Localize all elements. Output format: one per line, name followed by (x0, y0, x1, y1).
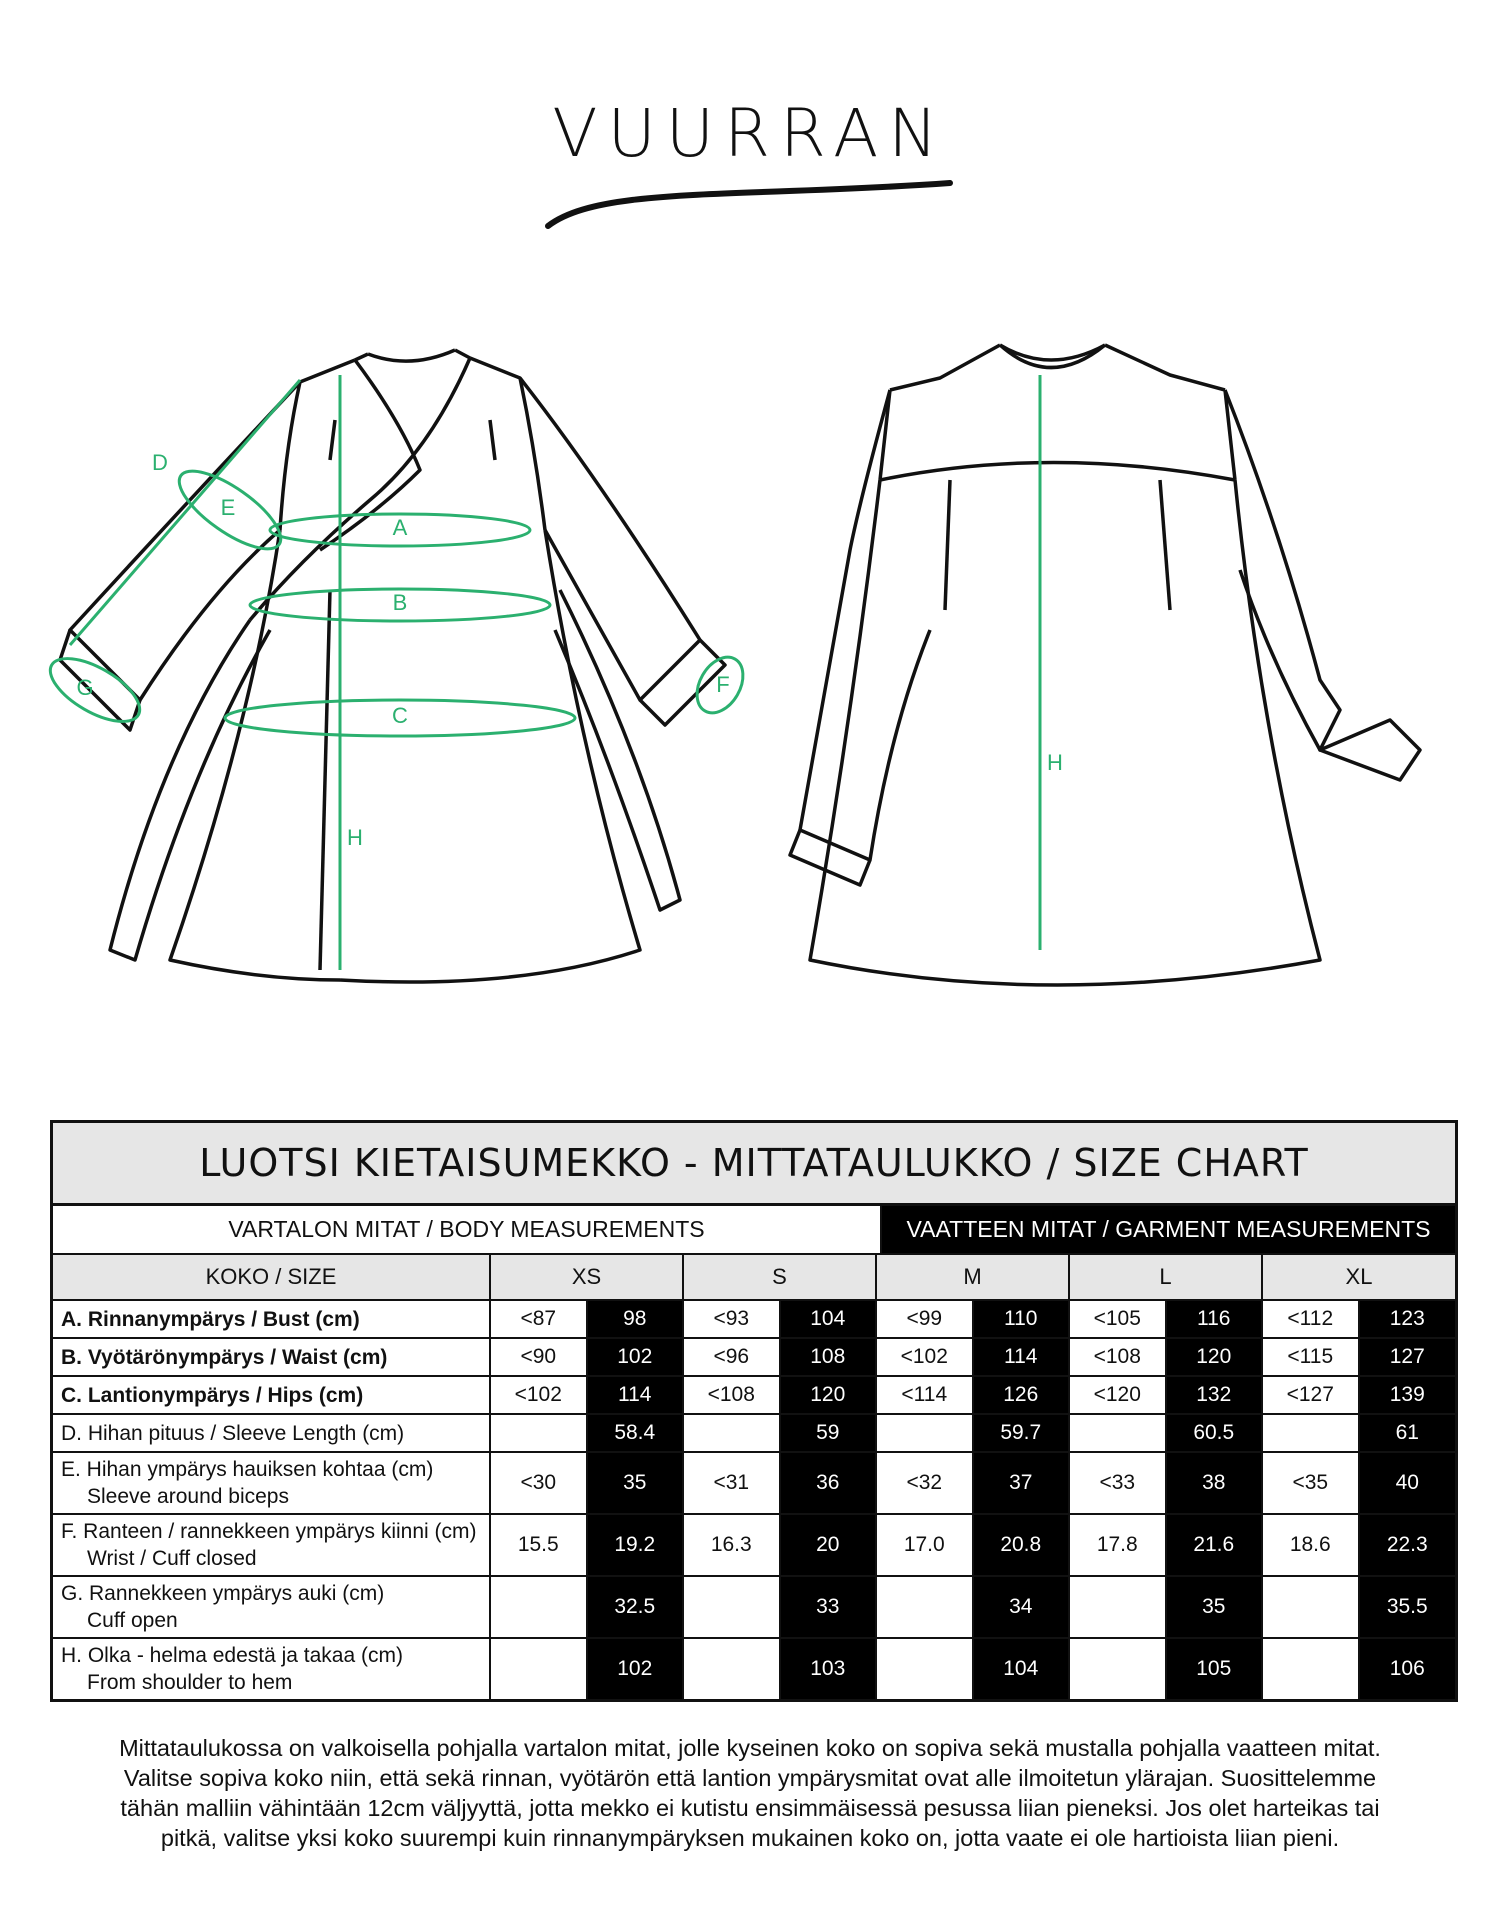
body-value: <114 (876, 1376, 973, 1414)
size-xl: XL (1262, 1255, 1455, 1300)
table-row (53, 1300, 1455, 1338)
row-label (53, 1338, 490, 1376)
body-value: 15.5 (490, 1514, 587, 1576)
table-row (53, 1376, 1455, 1414)
body-value (1262, 1414, 1359, 1452)
garment-value: 127 (1359, 1338, 1456, 1376)
label-F: F (716, 672, 730, 697)
row-label (53, 1514, 490, 1576)
garment-value: 59.7 (973, 1414, 1070, 1452)
table-row (53, 1576, 1455, 1638)
label-E: E (220, 495, 236, 520)
body-value (1069, 1414, 1166, 1452)
body-value: 17.8 (1069, 1514, 1166, 1576)
garment-value: 38 (1166, 1452, 1263, 1514)
row-label-line1: A. Rinnanympärys / Bust (cm) (61, 1307, 360, 1331)
row-label-line1: C. Lantionympärys / Hips (cm) (61, 1383, 364, 1407)
row-label-line1: G. Rannekkeen ympärys auki (cm) (61, 1582, 385, 1605)
body-value (876, 1638, 973, 1699)
row-label-line1: D. Hihan pituus / Sleeve Length (cm) (61, 1421, 405, 1445)
body-value: <96 (683, 1338, 780, 1376)
garment-value: 104 (973, 1638, 1070, 1699)
body-value: <90 (490, 1338, 587, 1376)
garment-value: 34 (973, 1576, 1070, 1638)
garment-value: 40 (1359, 1452, 1456, 1514)
garment-value: 20 (780, 1514, 877, 1576)
garment-value: 102 (587, 1638, 684, 1699)
garment-value: 108 (780, 1338, 877, 1376)
body-value (1262, 1638, 1359, 1699)
body-value: 18.6 (1262, 1514, 1359, 1576)
row-label-line2: From shoulder to hem (87, 1671, 293, 1694)
size-table (53, 1255, 1455, 1699)
garment-measurements-header: VAATTEEN MITAT / GARMENT MEASUREMENTS (882, 1206, 1455, 1253)
body-value (1069, 1576, 1166, 1638)
footer-note: Mittataulukossa on valkoisella pohjalla vartalon mitat, jolle kyseinen koko on sopiva sekä mustalla pohjalla vaatteen mitat. Valitse sopiva koko niin, että sekä rinnan, vyötärön että lantion ympärysmitat ovat alle ilmoitetun ylärajan. Suosittelemme tähän malliin vähintään 12cm väljyyttä, jotta mekko ei kutistu ensimmäisessä pesussa liian pieneksi. Jos olet harteikas tai pitkä, valitse yksi koko suurempi kuin rinnanympäryksen mukainen koko on, jotta vaate ei ole hartioista liian pieni. (119, 1735, 1381, 1851)
body-value: <115 (1262, 1338, 1359, 1376)
garment-value: 59 (780, 1414, 877, 1452)
body-value: <112 (1262, 1300, 1359, 1338)
row-label-line1: H. Olka - helma edestä ja takaa (cm) (61, 1644, 403, 1667)
garment-value: 105 (1166, 1638, 1263, 1699)
garment-value: 123 (1359, 1300, 1456, 1338)
body-value: <35 (1262, 1452, 1359, 1514)
table-row (53, 1514, 1455, 1576)
garment-value: 103 (780, 1638, 877, 1699)
row-label-line2: Cuff open (87, 1609, 178, 1632)
body-value (683, 1414, 780, 1452)
garment-value: 33 (780, 1576, 877, 1638)
size-s: S (683, 1255, 876, 1300)
body-value: <31 (683, 1452, 780, 1514)
body-value: <93 (683, 1300, 780, 1338)
size-xs: XS (490, 1255, 683, 1300)
table-row (53, 1338, 1455, 1376)
label-G: G (76, 675, 94, 700)
row-label (53, 1638, 490, 1699)
garment-value: 120 (780, 1376, 877, 1414)
body-value: <32 (876, 1452, 973, 1514)
size-l: L (1069, 1255, 1262, 1300)
body-value: <102 (876, 1338, 973, 1376)
garment-value: 36 (780, 1452, 877, 1514)
garment-value: 37 (973, 1452, 1070, 1514)
garment-value: 116 (1166, 1300, 1263, 1338)
garment-value: 104 (780, 1300, 877, 1338)
row-label-line1: E. Hihan ympärys hauiksen kohtaa (cm) (61, 1458, 434, 1481)
size-label: KOKO / SIZE (53, 1255, 490, 1300)
garment-value: 19.2 (587, 1514, 684, 1576)
label-H-front: H (347, 825, 363, 850)
label-H-back: H (1047, 750, 1063, 775)
garment-value: 35.5 (1359, 1576, 1456, 1638)
dress-illustration (0, 330, 1500, 1100)
body-value: 16.3 (683, 1514, 780, 1576)
body-value: <108 (1069, 1338, 1166, 1376)
table-row (53, 1414, 1455, 1452)
body-value (490, 1638, 587, 1699)
logo-swoosh (540, 178, 960, 238)
body-value: <30 (490, 1452, 587, 1514)
brand-logo: VUURRAN (552, 95, 948, 172)
body-value: <33 (1069, 1452, 1166, 1514)
garment-value: 58.4 (587, 1414, 684, 1452)
garment-value: 102 (587, 1338, 684, 1376)
size-m: M (876, 1255, 1069, 1300)
row-label (53, 1452, 490, 1514)
garment-value: 132 (1166, 1376, 1263, 1414)
body-value: <102 (490, 1376, 587, 1414)
body-value: <127 (1262, 1376, 1359, 1414)
body-value: <99 (876, 1300, 973, 1338)
table-row (53, 1452, 1455, 1514)
label-A: A (392, 515, 408, 540)
body-value: <105 (1069, 1300, 1166, 1338)
garment-value: 114 (973, 1338, 1070, 1376)
garment-value: 110 (973, 1300, 1070, 1338)
body-value (490, 1576, 587, 1638)
size-header-row (53, 1255, 1455, 1300)
garment-value: 114 (587, 1376, 684, 1414)
row-label (53, 1376, 490, 1414)
garment-value: 35 (1166, 1576, 1263, 1638)
garment-value: 20.8 (973, 1514, 1070, 1576)
body-value (490, 1414, 587, 1452)
body-value (683, 1638, 780, 1699)
body-value (876, 1576, 973, 1638)
label-C: C (392, 703, 408, 728)
garment-value: 32.5 (587, 1576, 684, 1638)
row-label-line1: B. Vyötärönympärys / Waist (cm) (61, 1345, 388, 1369)
body-value (1262, 1576, 1359, 1638)
garment-value: 126 (973, 1376, 1070, 1414)
garment-value: 21.6 (1166, 1514, 1263, 1576)
body-value: <120 (1069, 1376, 1166, 1414)
body-value: <87 (490, 1300, 587, 1338)
garment-value: 139 (1359, 1376, 1456, 1414)
garment-value: 98 (587, 1300, 684, 1338)
body-value: 17.0 (876, 1514, 973, 1576)
garment-value: 22.3 (1359, 1514, 1456, 1576)
garment-value: 61 (1359, 1414, 1456, 1452)
body-value: <108 (683, 1376, 780, 1414)
table-row (53, 1638, 1455, 1699)
garment-value: 60.5 (1166, 1414, 1263, 1452)
row-label-line2: Sleeve around biceps (87, 1485, 289, 1508)
row-label (53, 1576, 490, 1638)
size-chart (50, 1120, 1458, 1702)
label-D: D (152, 450, 168, 475)
row-label (53, 1300, 490, 1338)
body-value (683, 1576, 780, 1638)
label-B: B (392, 590, 408, 615)
body-value (876, 1414, 973, 1452)
chart-title: LUOTSI KIETAISUMEKKO - MITTATAULUKKO / SIZE CHART (53, 1123, 1455, 1206)
front-dress (60, 350, 725, 982)
back-dress (790, 345, 1420, 985)
body-value (1069, 1638, 1166, 1699)
garment-value: 106 (1359, 1638, 1456, 1699)
row-label-line2: Wrist / Cuff closed (87, 1547, 257, 1570)
garment-value: 35 (587, 1452, 684, 1514)
measurement-headers (53, 1206, 1455, 1255)
row-label (53, 1414, 490, 1452)
row-label-line1: F. Ranteen / rannekkeen ympärys kiinni (cm) (61, 1520, 477, 1543)
body-measurements-header: VARTALON MITAT / BODY MEASUREMENTS (53, 1206, 882, 1253)
garment-value: 120 (1166, 1338, 1263, 1376)
